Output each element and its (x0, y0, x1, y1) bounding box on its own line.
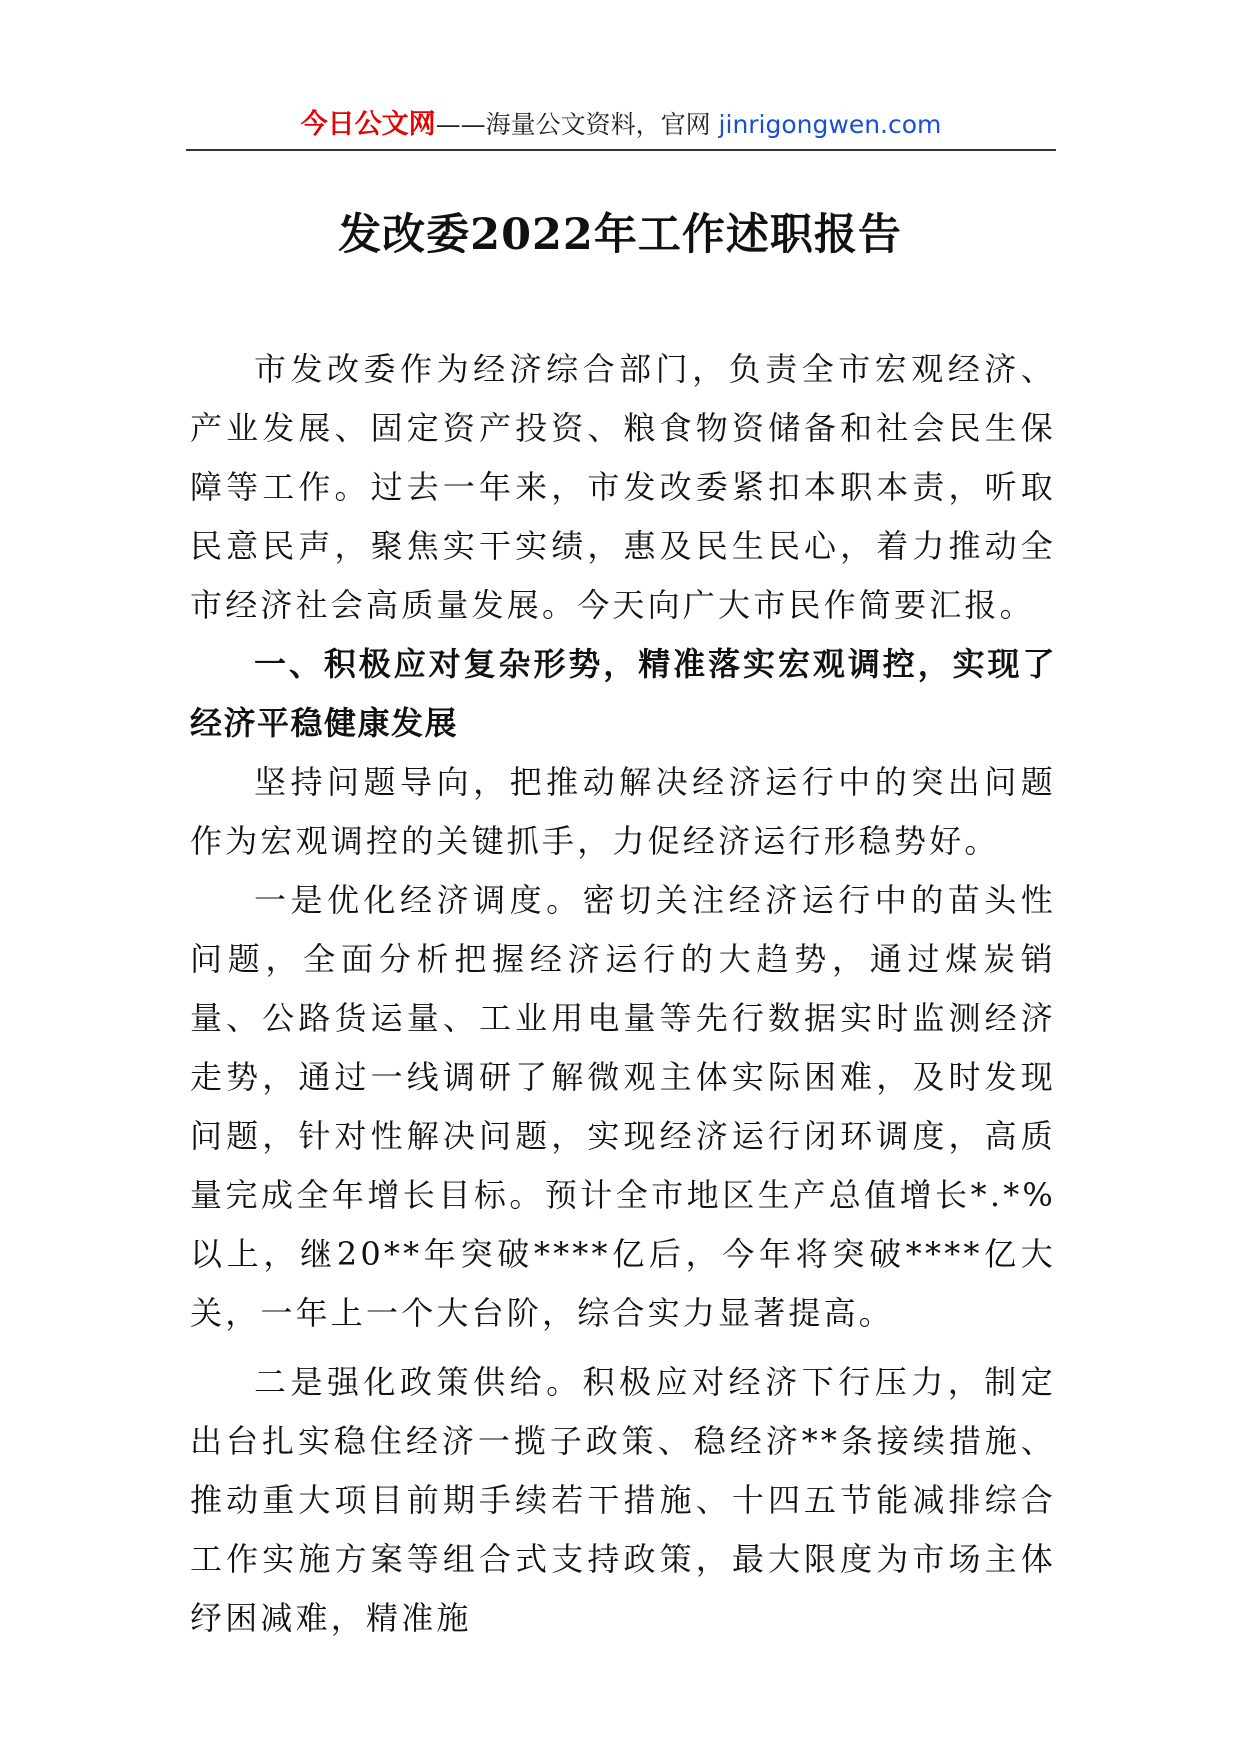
site-header (186, 100, 1056, 150)
paragraph-section-1-intro: 坚持问题导向，把推动解决经济运行中的突出问题作为宏观调控的关键抓手，力促经济运行形稳势好。 (190, 763, 1056, 860)
paragraph-intro: 市发改委作为经济综合部门，负责全市宏观经济、产业发展、固定资产投资、粮食物资储备和社会民生保障等工作。过去一年来，市发改委紧扣本职本责，听取民意民声，聚焦实干实绩，惠及民生民心，着力推动全市经济社会高质量发展。今天向广大市民作简要汇报。 (190, 350, 1056, 624)
header-divider (186, 149, 1056, 151)
paragraph-economic-dispatch: 一是优化经济调度。密切关注经济运行中的苗头性问题，全面分析把握经济运行的大趋势，通过煤炭销量、公路货运量、工业用电量等先行数据实时监测经济走势，通过一线调研了解微观主体实际困难，及时发现问题，针对性解决问题，实现经济运行闭环调度，高质量完成全年增长目标。预计全市地区生产总值增长*.*%以上，继20**年突破****亿后，今年将突破****亿大关，一年上一个大台阶，综合实力显著提高。 (190, 881, 1056, 1332)
brand-name: 今日公文网 (300, 109, 436, 140)
paragraph-policy-supply: 二是强化政策供给。积极应对经济下行压力，制定出台扎实稳住经济一揽子政策、稳经济**条接续措施、推动重大项目前期手续若干措施、十四五节能减排综合工作实施方案等组合式支持政策，最大限度为市场主体纾困减难，精准施 (190, 1363, 1056, 1637)
section-heading-1: 一、积极应对复杂形势，精准落实宏观调控，实现了经济平稳健康发展 (190, 645, 1056, 742)
document-title: 发改委2022年工作述职报告 (338, 210, 902, 260)
site-url[interactable]: jinrigongwen.com (718, 110, 942, 139)
header-tagline: ——海量公文资料，官网 (435, 110, 719, 139)
document-body (190, 340, 1056, 1648)
